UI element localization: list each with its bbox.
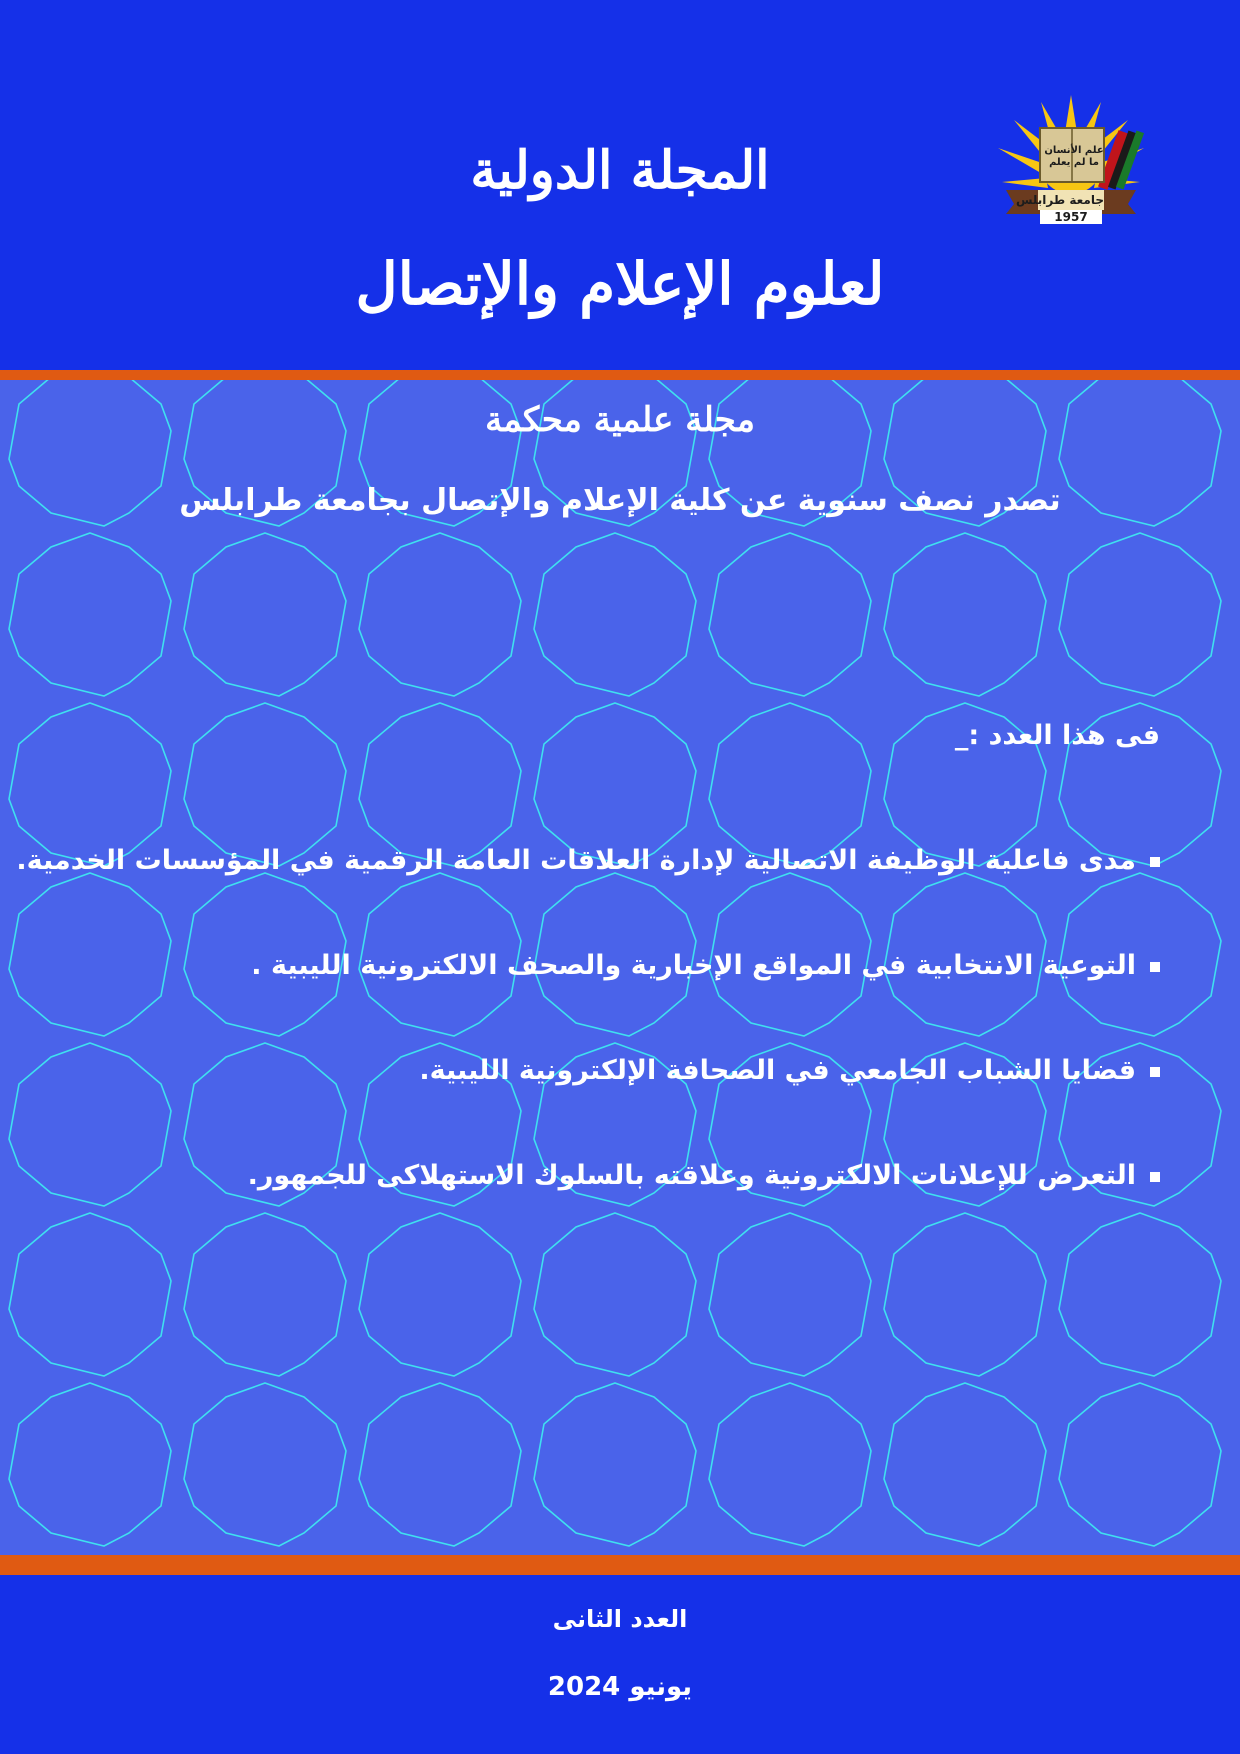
- emblem-university: جامعة طرابلس: [1015, 193, 1104, 207]
- contents-panel: [0, 380, 1240, 1555]
- star-tile: [709, 533, 871, 696]
- university-emblem-icon: [996, 90, 1146, 225]
- star-tile: [709, 1383, 871, 1546]
- star-tile: [184, 533, 346, 696]
- star-tile: [9, 380, 171, 526]
- star-tile: [359, 1213, 521, 1376]
- bullet-icon: [1150, 962, 1160, 972]
- star-tile: [1059, 1383, 1221, 1546]
- issue-number: العدد الثانى: [552, 1605, 688, 1633]
- contents-item: [16, 845, 1160, 876]
- bottom-accent-rule: [0, 1555, 1240, 1575]
- contents-item: [248, 1160, 1160, 1191]
- star-tile: [884, 1213, 1046, 1376]
- star-tile: [534, 533, 696, 696]
- star-tile: [184, 1213, 346, 1376]
- star-tile: [709, 703, 871, 866]
- star-tile: [9, 703, 171, 866]
- star-tile: [709, 1213, 871, 1376]
- journal-title-line2: لعلوم الإعلام والإتصال: [355, 250, 885, 318]
- star-tile: [9, 873, 171, 1036]
- contents-item: [419, 1055, 1160, 1086]
- cover-footer: [0, 1575, 1240, 1754]
- star-tile: [359, 1383, 521, 1546]
- contents-item-text: قضايا الشباب الجامعي في الصحافة الإلكترونية الليبية.: [419, 1055, 1136, 1086]
- star-tile: [184, 1383, 346, 1546]
- star-tile: [9, 1213, 171, 1376]
- emblem-year: 1957: [1054, 210, 1088, 224]
- star-tile: [184, 703, 346, 866]
- star-tile: [534, 1383, 696, 1546]
- bullet-icon: [1150, 1172, 1160, 1182]
- star-tile: [534, 1213, 696, 1376]
- contents-item-text: مدى فاعلية الوظيفة الاتصالية لإدارة العلاقات العامة الرقمية في المؤسسات الخدمية.: [16, 845, 1136, 876]
- cover-header: [0, 0, 1240, 370]
- bullet-icon: [1150, 857, 1160, 867]
- issue-date: يونيو 2024: [547, 1672, 693, 1702]
- bullet-icon: [1150, 1067, 1160, 1077]
- journal-title-line1: المجلة الدولية: [470, 140, 770, 201]
- star-tile: [9, 1383, 171, 1546]
- star-tile: [359, 703, 521, 866]
- star-tile: [359, 533, 521, 696]
- contents-item-text: التوعية الانتخابية في المواقع الإخبارية والصحف الالكترونية الليبية .: [251, 950, 1136, 981]
- star-tile: [884, 533, 1046, 696]
- emblem-motto: علم الأنسان ما لم يعلم: [1044, 145, 1104, 168]
- contents-item: [251, 950, 1160, 981]
- contents-item-text: التعرض للإعلانات الالكترونية وعلاقته بالسلوك الاستهلاكى للجمهور.: [247, 1160, 1136, 1191]
- star-tile: [534, 703, 696, 866]
- top-accent-rule: [0, 370, 1240, 380]
- in-this-issue-heading: فى هذا العدد :_: [954, 720, 1160, 751]
- star-tile: [1059, 1213, 1221, 1376]
- journal-description: تصدر نصف سنوية عن كلية الإعلام والإتصال بجامعة طرابلس: [179, 483, 1061, 518]
- star-tile: [9, 533, 171, 696]
- star-tile: [1059, 533, 1221, 696]
- star-tile: [884, 1383, 1046, 1546]
- journal-subtitle: مجلة علمية محكمة: [485, 400, 755, 440]
- star-tile: [9, 1043, 171, 1206]
